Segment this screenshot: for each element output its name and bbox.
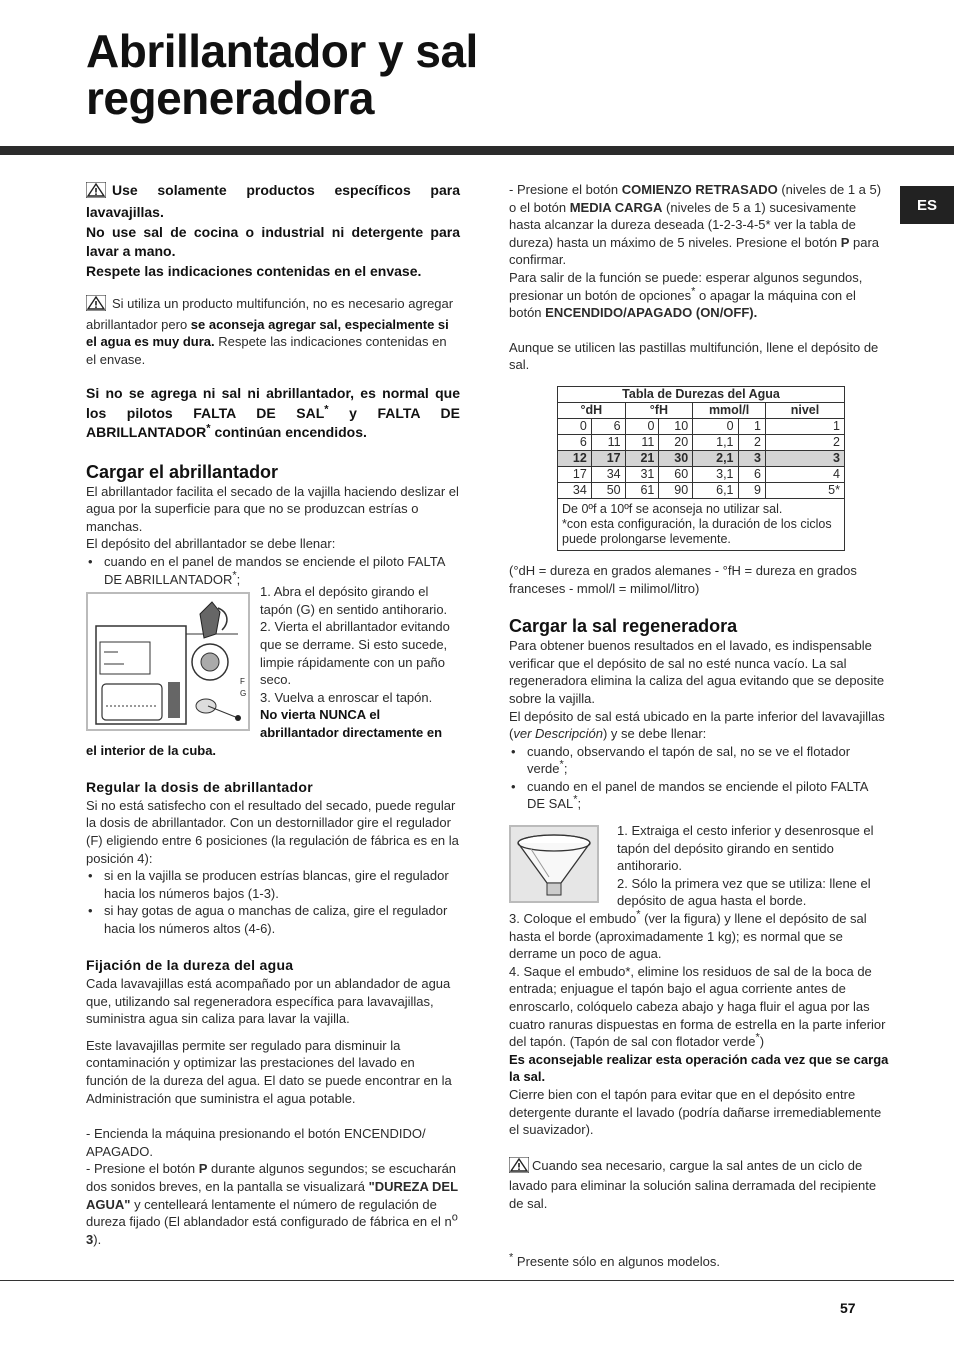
fijacion-text-3: - Encienda la máquina presionando el botón ENCENDIDO/ APAGADO. (86, 1126, 426, 1159)
rinse-aid-figure (86, 592, 250, 731)
sal-step-2: 2. Sólo la primera vez que se utiliza: llene el depósito de agua hasta el borde. (617, 875, 871, 909)
sal-close-text: Cierre bien con el tapón para evitar que en el depósito entre detergente durante el lavado (podría dañarse irremediablemente el suavizador). (509, 1086, 882, 1138)
warning-line-1: Use solamente productos específicos para lavavajillas. (86, 182, 460, 221)
funnel-illustration (511, 827, 597, 901)
table-row: 0 6 0 10 0 1 1 (558, 418, 845, 434)
funnel-figure (509, 825, 599, 903)
footer-rule (0, 1280, 954, 1281)
page-number: 57 (840, 1300, 856, 1316)
warning-line-2: No use sal de cocina o industrial ni detergente para lavar a mano. (86, 223, 460, 260)
warning-icon (86, 182, 106, 203)
abrillantador-figure-block (86, 584, 460, 741)
right-text-3: Aunque se utilicen las pastillas multifunción, llene el depósito de sal. (509, 339, 879, 373)
sal-step-3: 3. Coloque el embudo* (ver la figura) y llene el depósito de sal hasta el borde (aproximadamente 1 kg); es normal que se derrame un poco de agua. (509, 908, 867, 962)
warning-icon (86, 295, 106, 316)
sal-advice: Es aconsejable realizar esta operación cada vez que se carga la sal. (509, 1051, 889, 1085)
page-title (86, 25, 478, 124)
table-header: °fH (625, 402, 693, 418)
sal-step-4: 4. Saque el embudo*, elimine los residuos de sal de la boca de entrada; enjuague el tapón bajo el agua corriente antes de enroscarlo, colóquelo cabeza abajo y haga fluir el agua por las cuatro ranuras dispuestas en forma de estrella en la parte inferior del tapón. (Tapón de sal con flotador verde*) (509, 963, 886, 1050)
section-heading-sal: Cargar la sal regeneradora (509, 616, 738, 637)
title-line-2: regeneradora (86, 72, 375, 124)
sal-location: El depósito de sal está ubicado en la parte inferior del lavavajillas (ver Descripción) y se debe llenar: (509, 708, 885, 742)
table-row: 34 50 61 90 6,1 9 5* (558, 482, 845, 498)
warning-products (86, 181, 460, 281)
abrillantador-intro: El abrillantador facilita el secado de la vajilla haciendo deslizar el agua por la superficie para que no se produzcan estrías o manchas. (86, 483, 459, 534)
footnote: * Presente sólo en algunos modelos. (509, 1251, 720, 1269)
table-legend: (°dH = dureza en grados alemanes - °fH = dureza en grados franceses - mmol/l = milimol/litro) (509, 562, 857, 596)
dispenser-illustration (88, 594, 248, 729)
warning-icon (509, 1157, 529, 1178)
step-warning: No vierta NUNCA el abrillantador directamente en (260, 707, 443, 740)
list-item: • si en la vajilla se producen estrías blancas, gire el regulador hacia los números bajos (1-3). (86, 867, 460, 902)
sal-warning: Cuando sea necesario, cargue la sal antes de un ciclo de lavado para eliminar la solución salina derramada del recipiente de sal. (509, 1157, 877, 1211)
table-title: Tabla de Durezas del Agua (558, 386, 845, 402)
section-heading-regular: Regular la dosis de abrillantador (86, 779, 313, 796)
table-note: De 0ºf a 10ºf se aconseja no utilizar sal. *con esta configuración, la duración de los ciclos puede prolongarse levemente. (558, 498, 845, 550)
abrillantador-steps (250, 583, 460, 741)
list-item: • cuando en el panel de mandos se enciende el piloto FALTA DE SAL*; (509, 778, 889, 813)
table-header: °dH (558, 402, 626, 418)
multifunction-note: Si utiliza un producto multifunción, no es necesario agregar abrillantador pero se aconseja agregar sal, especialmente si el agua es muy dura. Respete las indicaciones contenidas en el envase. (86, 296, 454, 367)
title-line-1: Abrillantador y sal (86, 25, 478, 77)
svg-text:F: F (240, 677, 245, 687)
fijacion-text-4: - Presione el botón P durante algunos segundos; se escucharán dos sonidos breves, en la pantalla se visualizará "DUREZA DEL AGUA" y centelleará lentamente el número de regulación de dureza fijado (El ablandador está configurado de fábrica en el $n^o$ 3). (86, 1161, 458, 1247)
table-header: nivel (766, 402, 845, 418)
fijacion-text-2: Este lavavajillas permite ser regulado para disminuir la contaminación y optimizar las prestaciones del lavado en función de la dureza del agua. El dato se puede encontrar en la Administración que suministra el agua potable. (86, 1037, 452, 1106)
sal-intro: Para obtener buenos resultados en el lavado, es indispensable verificar que el depósito de sal no esté nunca vacío. La sal regeneradora elimina la caliza del agua evitando que se deposite sobre la vajilla. (509, 638, 885, 706)
header-rule (0, 146, 954, 155)
sal-step-1: 1. Extraiga el cesto inferior y desenrosque el tapón del depósito girando en sentido antihorario. (617, 823, 874, 874)
sal-figure-block (509, 825, 889, 910)
table-row-highlighted: 12 17 21 30 2,1 3 3 (558, 450, 845, 466)
list-item: • si hay gotas de agua o manchas de caliza, gire el regulador hacia los números altos (4-6). (86, 902, 460, 937)
step-1: 1. Abra el depósito girando el tapón (G) en sentido antihorario. (260, 584, 448, 617)
table-header: mmol/l (693, 402, 766, 418)
sal-steps-1-2 (599, 822, 889, 910)
language-tab: ES (900, 186, 954, 224)
right-text-2: Para salir de la función se puede: esperar algunos segundos, presionar un botón de opciones* o apagar la máquina con el botón ENCENDIDO/APAGADO (ON/OFF). (509, 269, 863, 321)
list-item: • cuando en el panel de mandos se enciende el piloto FALTA DE ABRILLANTADOR*; (86, 553, 460, 588)
table-row: 17 34 31 60 3,1 6 4 (558, 466, 845, 482)
step-3: 3. Vuelva a enroscar el tapón. (260, 689, 433, 705)
warning-line-3: Respete las indicaciones contenidas en el envase. (86, 262, 422, 279)
left-column (86, 181, 460, 1248)
hardness-table (557, 386, 845, 551)
table-row: 6 11 11 20 1,1 2 2 (558, 434, 845, 450)
section-heading-fijacion: Fijación de la dureza del agua (86, 957, 294, 974)
fijacion-text-1: Cada lavavajillas está acompañado por un ablandador de agua que, utilizando sal regeneradora específica para lavavajillas, suministra agua sin caliza para lavar la vajilla. (86, 976, 451, 1027)
step-warning-cont: el interior de la cuba. (86, 742, 217, 758)
abrillantador-fill: El depósito del abrillantador se debe llenar: (86, 536, 336, 552)
section-heading-abrillantador: Cargar el abrillantador (86, 461, 279, 482)
svg-text:G: G (240, 689, 247, 699)
list-item: • cuando, observando el tapón de sal, no se ve el flotador verde*; (509, 743, 889, 778)
step-2: 2. Vierta el abrillantador evitando que se derrame. Si esto sucede, limpie rápidamente con un paño seco. (260, 619, 450, 688)
right-column (509, 181, 889, 1213)
regular-text: Si no está satisfecho con el resultado del secado, puede regular la dosis de abrillantador. Con un destornillador gire el regulador (F) eligiendo entre 6 posiciones (la regulación de fábrica es en la posición 4): (86, 797, 459, 866)
pilots-note: Si no se agrega ni sal ni abrillantador, es normal que los pilotos FALTA DE SAL* y FALTA DE ABRILLANTADOR* continúan encendidos. (86, 385, 460, 441)
right-text-1: - Presione el botón COMIENZO RETRASADO (niveles de 1 a 5) o el botón MEDIA CARGA (niveles de 5 a 1) sucesivamente hasta alcanzar la dureza deseada (1-2-3-4-5* ver la tabla de dureza) hasta un máximo de 5 niveles. Presione el botón P para confirmar. (509, 182, 882, 268)
